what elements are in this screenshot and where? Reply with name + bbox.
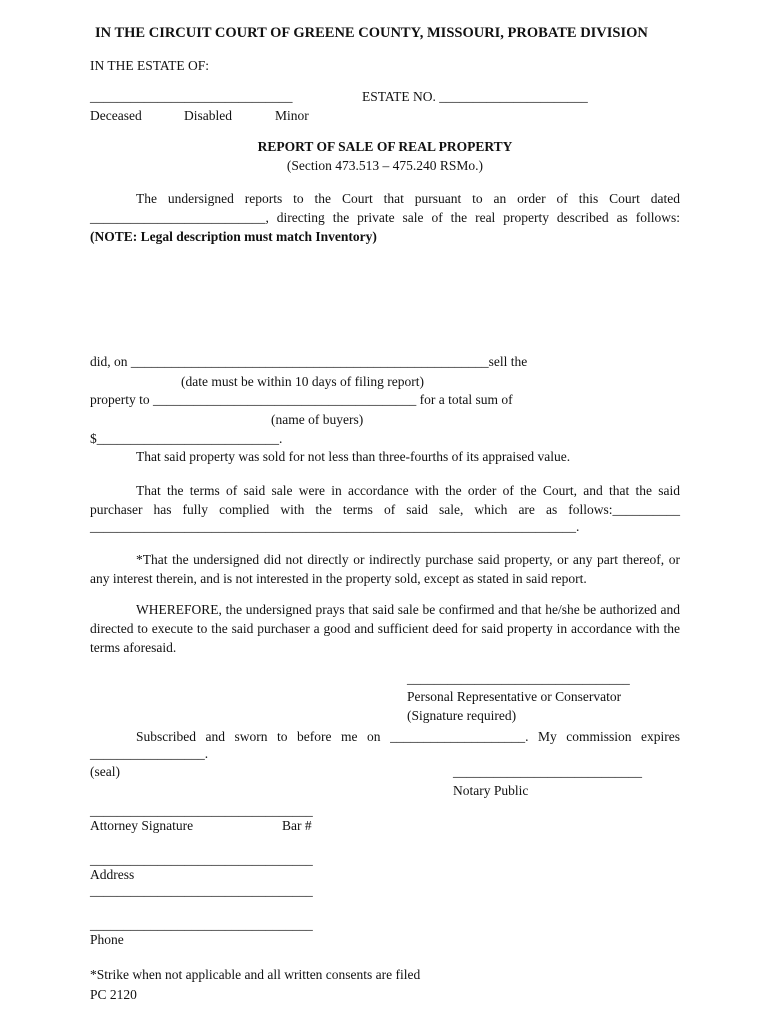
seal-label: (seal) <box>90 764 120 779</box>
address-label: Address <box>90 867 135 882</box>
estate-of-label: IN THE ESTATE OF: <box>90 58 210 73</box>
deceased-option[interactable]: Deceased <box>90 108 142 123</box>
undersigned-statement: *That the undersigned did not directly or indirectly purchase said property, or any part thereof, or any interest therein, and is not interested in the property sold, except as stated in said report. <box>90 552 680 586</box>
document-title: REPORT OF SALE OF REAL PROPERTY <box>257 139 513 154</box>
disabled-option[interactable]: Disabled <box>184 108 232 123</box>
attorney-signature-label: Attorney Signature <box>90 818 194 833</box>
commission-expiry-field[interactable]: _________________. <box>90 746 209 761</box>
intro-line-2[interactable]: __________________________, directing the private sale of the real property described as follows: <box>90 210 680 225</box>
wherefore-paragraph: WHEREFORE, the undersigned prays that said sale be confirmed and that he/she be authorized and directed to execute to the said purchaser a good and sufficient deed for said property in accordance with the terms aforesaid. <box>90 602 680 655</box>
buyers-hint: (name of buyers) <box>271 412 364 427</box>
notary-public-label: Notary Public <box>453 783 529 798</box>
form-number: PC 2120 <box>90 987 137 1002</box>
notary-signature-line[interactable]: ____________________________ <box>453 764 642 779</box>
sworn-statement-line-1[interactable]: Subscribed and sworn to before me on ____________________. My commission expires <box>136 729 680 744</box>
sale-date-hint: (date must be within 10 days of filing report) <box>181 374 424 389</box>
sale-date-line[interactable]: did, on _____________________________________________________sell the <box>90 354 528 369</box>
attorney-signature-line[interactable]: _________________________________ <box>90 803 313 818</box>
estate-number-field[interactable]: ESTATE NO. ______________________ <box>362 89 588 104</box>
estate-name-blank[interactable]: ______________________________ <box>90 89 293 104</box>
terms-line-2[interactable]: purchaser has fully complied with the terms of said sale, which are as follows:__________ <box>90 502 680 517</box>
intro-line-1: The undersigned reports to the Court that pursuant to an order of this Court dated <box>136 191 680 206</box>
buyers-line[interactable]: property to _______________________________________ for a total sum of <box>90 392 513 407</box>
court-title: IN THE CIRCUIT COURT OF GREENE COUNTY, MISSOURI, PROBATE DIVISION <box>95 25 648 41</box>
terms-line-1: That the terms of said sale were in accordance with the order of the Court, and that the said <box>136 483 680 498</box>
total-sum-field[interactable]: $___________________________. <box>90 431 283 446</box>
minor-option[interactable]: Minor <box>275 108 309 123</box>
phone-line[interactable]: _________________________________ <box>90 917 313 932</box>
legal-description-note: (NOTE: Legal description must match Inventory) <box>90 229 377 244</box>
phone-label: Phone <box>90 932 124 947</box>
representative-signature-line[interactable]: _________________________________ <box>407 671 630 686</box>
terms-line-3[interactable]: ________________________________________________________________________. <box>90 519 580 534</box>
address-line[interactable]: _________________________________ <box>90 852 313 867</box>
three-fourths-statement: That said property was sold for not less than three-fourths of its appraised value. <box>136 449 571 464</box>
bar-number-label: Bar # <box>282 818 312 833</box>
signature-required-note: (Signature required) <box>407 708 517 723</box>
strike-note: *Strike when not applicable and all written consents are filed <box>90 967 421 982</box>
representative-label: Personal Representative or Conservator <box>407 689 622 704</box>
address-line-2[interactable]: _________________________________ <box>90 883 313 898</box>
statute-reference: (Section 473.513 – 475.240 RSMo.) <box>286 158 484 173</box>
